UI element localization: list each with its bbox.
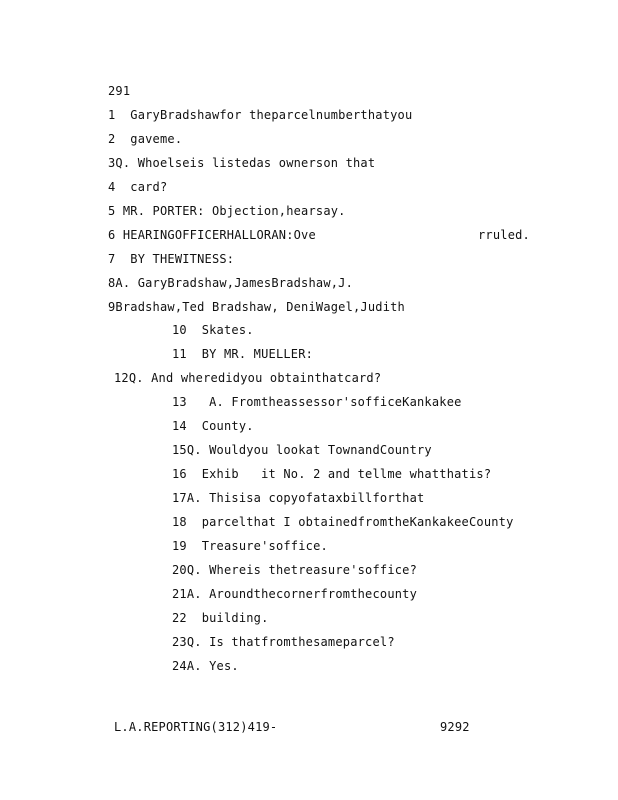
transcript-line-23: 23Q. Is thatfromthesameparcel? [172,635,395,649]
transcript-line-10: 10 Skates. [172,323,254,337]
transcript-line-13: 13 A. Fromtheassessor'sofficeKankakee [172,395,462,409]
transcript-line-21: 21A. Aroundthecornerfromthecounty [172,587,418,601]
footer-phone-suffix: 9292 [440,720,470,734]
transcript-line-1: 1 GaryBradshawfor theparcelnumberthatyou [108,108,413,122]
transcript-line-19: 19 Treasure'soffice. [172,539,328,553]
transcript-line-14: 14 County. [172,419,254,433]
transcript-line-2: 2 gaveme. [108,132,183,146]
transcript-line-16: 16 Exhib it No. 2 and tellme whatthatis? [172,467,492,481]
transcript-line-24: 24A. Yes. [172,659,239,673]
transcript-line-6: 6 HEARINGOFFICERHALLORAN:Ove [108,228,316,242]
transcript-line-12: 12Q. And wheredidyou obtainthatcard? [114,371,382,385]
transcript-line-18: 18 parcelthat I obtainedfromtheKankakeeCounty [172,515,514,529]
transcript-line-15: 15Q. Wouldyou lookat TownandCountry [172,443,432,457]
transcript-line-4: 4 card? [108,180,168,194]
transcript-line-11: 11 BY MR. MUELLER: [172,347,314,361]
transcript-line-22: 22 building. [172,611,269,625]
transcript-line-7: 7 BY THEWITNESS: [108,252,235,266]
page-number: 291 [108,84,131,98]
transcript-line-8: 8A. GaryBradshaw,JamesBradshaw,J. [108,276,354,290]
transcript-line-3: 3Q. Whoelseis listedas ownerson that [108,156,376,170]
footer-reporter: L.A.REPORTING(312)419- [114,720,278,734]
transcript-line-17: 17A. Thisisa copyofataxbillforthat [172,491,425,505]
transcript-line-6-continuation: rruled. [478,228,530,242]
transcript-line-9: 9Bradshaw,Ted Bradshaw, DeniWagel,Judith [108,300,405,314]
transcript-line-20: 20Q. Whereis thetreasure'soffice? [172,563,418,577]
transcript-line-5: 5 MR. PORTER: Objection,hearsay. [108,204,346,218]
